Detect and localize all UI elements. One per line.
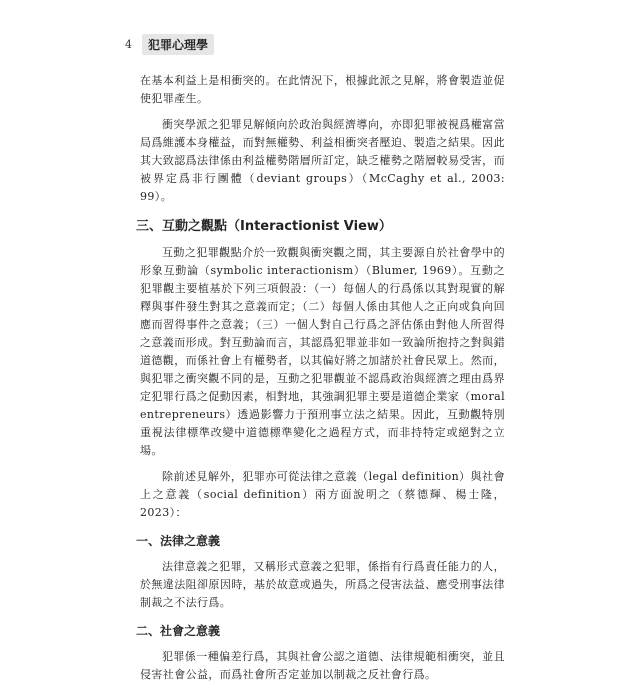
paragraph: 互動之犯罪觀點介於一致觀與衝突觀之間，其主要源自於社會學中的形象互動論（symbolic interactionism）（Blumer, 1969）。互動之犯罪觀主要植基於下列三項假設：（一）每個人的行爲係以其對現實的解釋與事件發生對其之意義而定；（二）每個人係由其他人之正向或負向回應而習得事件之意義；（三）一個人對自己行爲之評估係由對他人所習得之意義而形成。對互動論而言，其認爲犯罪並非如一致論所抱持之對與錯道德觀，而係社會上有權勢者，以其偏好將之加諸於社會民眾上。然而，與犯罪之衝突觀不同的是，互動之犯罪觀並不認爲政治與經濟之理由爲界定犯罪行爲之促動因素，相對地，其強調犯罪主要是道德企業家（moral entrepreneurs）透過影響力于預刑事立法之結果。因此，互動觀特別重視法律標準改變中道德標準變化之過程方式，而非持特定或絕對之立場。 (140, 246, 505, 457)
running-title: 犯罪心理學 (142, 34, 214, 55)
section-heading-interactionist: 三、互動之觀點（Interactionist View） (136, 219, 392, 234)
paragraph: 除前述見解外，犯罪亦可從法律之意義（legal definition）與社會上之意義（social definition）兩方面說明之（蔡德輝、楊士隆，2023）： (140, 470, 505, 519)
subsection-heading-legal: 一、法律之意義 (136, 534, 221, 548)
page-header (125, 34, 214, 55)
paragraph: 犯罪係一種偏差行爲，其與社會公認之道德、法律規範相衝突，並且侵害社會公益，而爲社會所否定並加以制裁之反社會行爲。 (140, 650, 505, 681)
paragraph: 法律意義之犯罪，又稱形式意義之犯罪，係指有行爲責任能力的人，於無違法阻卻原因時，基於故意或過失，所爲之侵害法益、應受刑事法律制裁之不法行爲。 (140, 560, 505, 609)
subsection-heading-social: 二、社會之意義 (136, 624, 221, 638)
paragraph: 衝突學派之犯罪見解傾向於政治與經濟導向，亦即犯罪被視爲權富當局爲維護本身權益，而對無權勢、利益相衝突者壓迫、製造之結果。因此其大致認爲法律係由利益權勢階層所訂定，缺乏權勢之階層較易受害，而被界定爲非行團體（deviant groups）（McCaghy et al., 2003: 99）。 (140, 118, 505, 203)
page-body (136, 72, 505, 692)
paragraph: 在基本利益上是相衝突的。在此情況下，根據此派之見解，將會製造並促使犯罪產生。 (140, 74, 505, 105)
page-number: 4 (125, 38, 132, 51)
